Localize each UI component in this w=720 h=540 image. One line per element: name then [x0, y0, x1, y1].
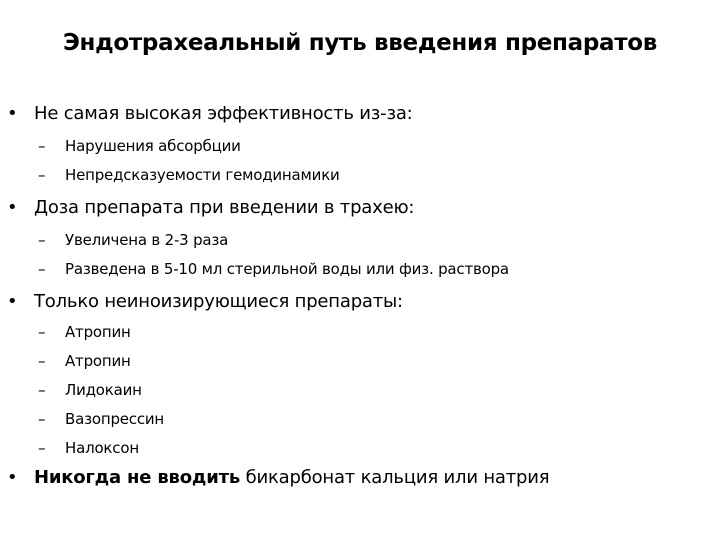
dash-marker: –: [38, 137, 46, 155]
dash-marker: –: [38, 352, 46, 370]
sub-item: [38, 323, 131, 341]
slide-title: Эндотрахеальный путь введения препаратов: [62, 30, 658, 56]
sub-item-text: Разведена в 5-10 мл стерильной воды или физ. раствора: [65, 260, 509, 278]
sub-item: [38, 439, 139, 457]
sub-item: [38, 410, 164, 428]
bullet-text-bold: Никогда не вводить: [34, 467, 241, 488]
bullet-marker: •: [7, 467, 18, 488]
sub-item: [38, 231, 228, 249]
bullet-item: [7, 103, 413, 124]
sub-item-text: Налоксон: [65, 439, 139, 457]
dash-marker: –: [38, 323, 46, 341]
sub-item-text: Непредсказуемости гемодинамики: [65, 166, 340, 184]
bullet-item: [7, 291, 403, 312]
sub-item: [38, 166, 340, 184]
bullet-text: бикарбонат кальция или натрия: [240, 467, 550, 488]
dash-marker: –: [38, 231, 46, 249]
sub-item-text: Увеличена в 2-3 раза: [65, 231, 229, 249]
sub-item: [38, 137, 241, 155]
sub-item-text: Лидокаин: [65, 381, 142, 399]
sub-item-text: Атропин: [65, 323, 131, 341]
dash-marker: –: [38, 381, 46, 399]
sub-item-text: Вазопрессин: [65, 410, 165, 428]
dash-marker: –: [38, 439, 46, 457]
sub-item: [38, 352, 131, 370]
dash-marker: –: [38, 410, 46, 428]
bullet-text: Только неиноизирующиеся препараты:: [34, 291, 403, 312]
bullet-marker: •: [7, 291, 18, 312]
dash-marker: –: [38, 260, 46, 278]
bullet-text: Не самая высокая эффективность из-за:: [34, 103, 413, 124]
bullet-item: [7, 467, 549, 488]
bullet-marker: •: [7, 103, 18, 124]
sub-item: [38, 260, 509, 278]
bullet-text: Доза препарата при введении в трахею:: [34, 197, 415, 218]
bullet-item: [7, 197, 414, 218]
sub-item-text: Нарушения абсорбции: [65, 137, 241, 155]
sub-item-text: Атропин: [65, 352, 131, 370]
dash-marker: –: [38, 166, 46, 184]
bullet-marker: •: [7, 197, 18, 218]
sub-item: [38, 381, 142, 399]
